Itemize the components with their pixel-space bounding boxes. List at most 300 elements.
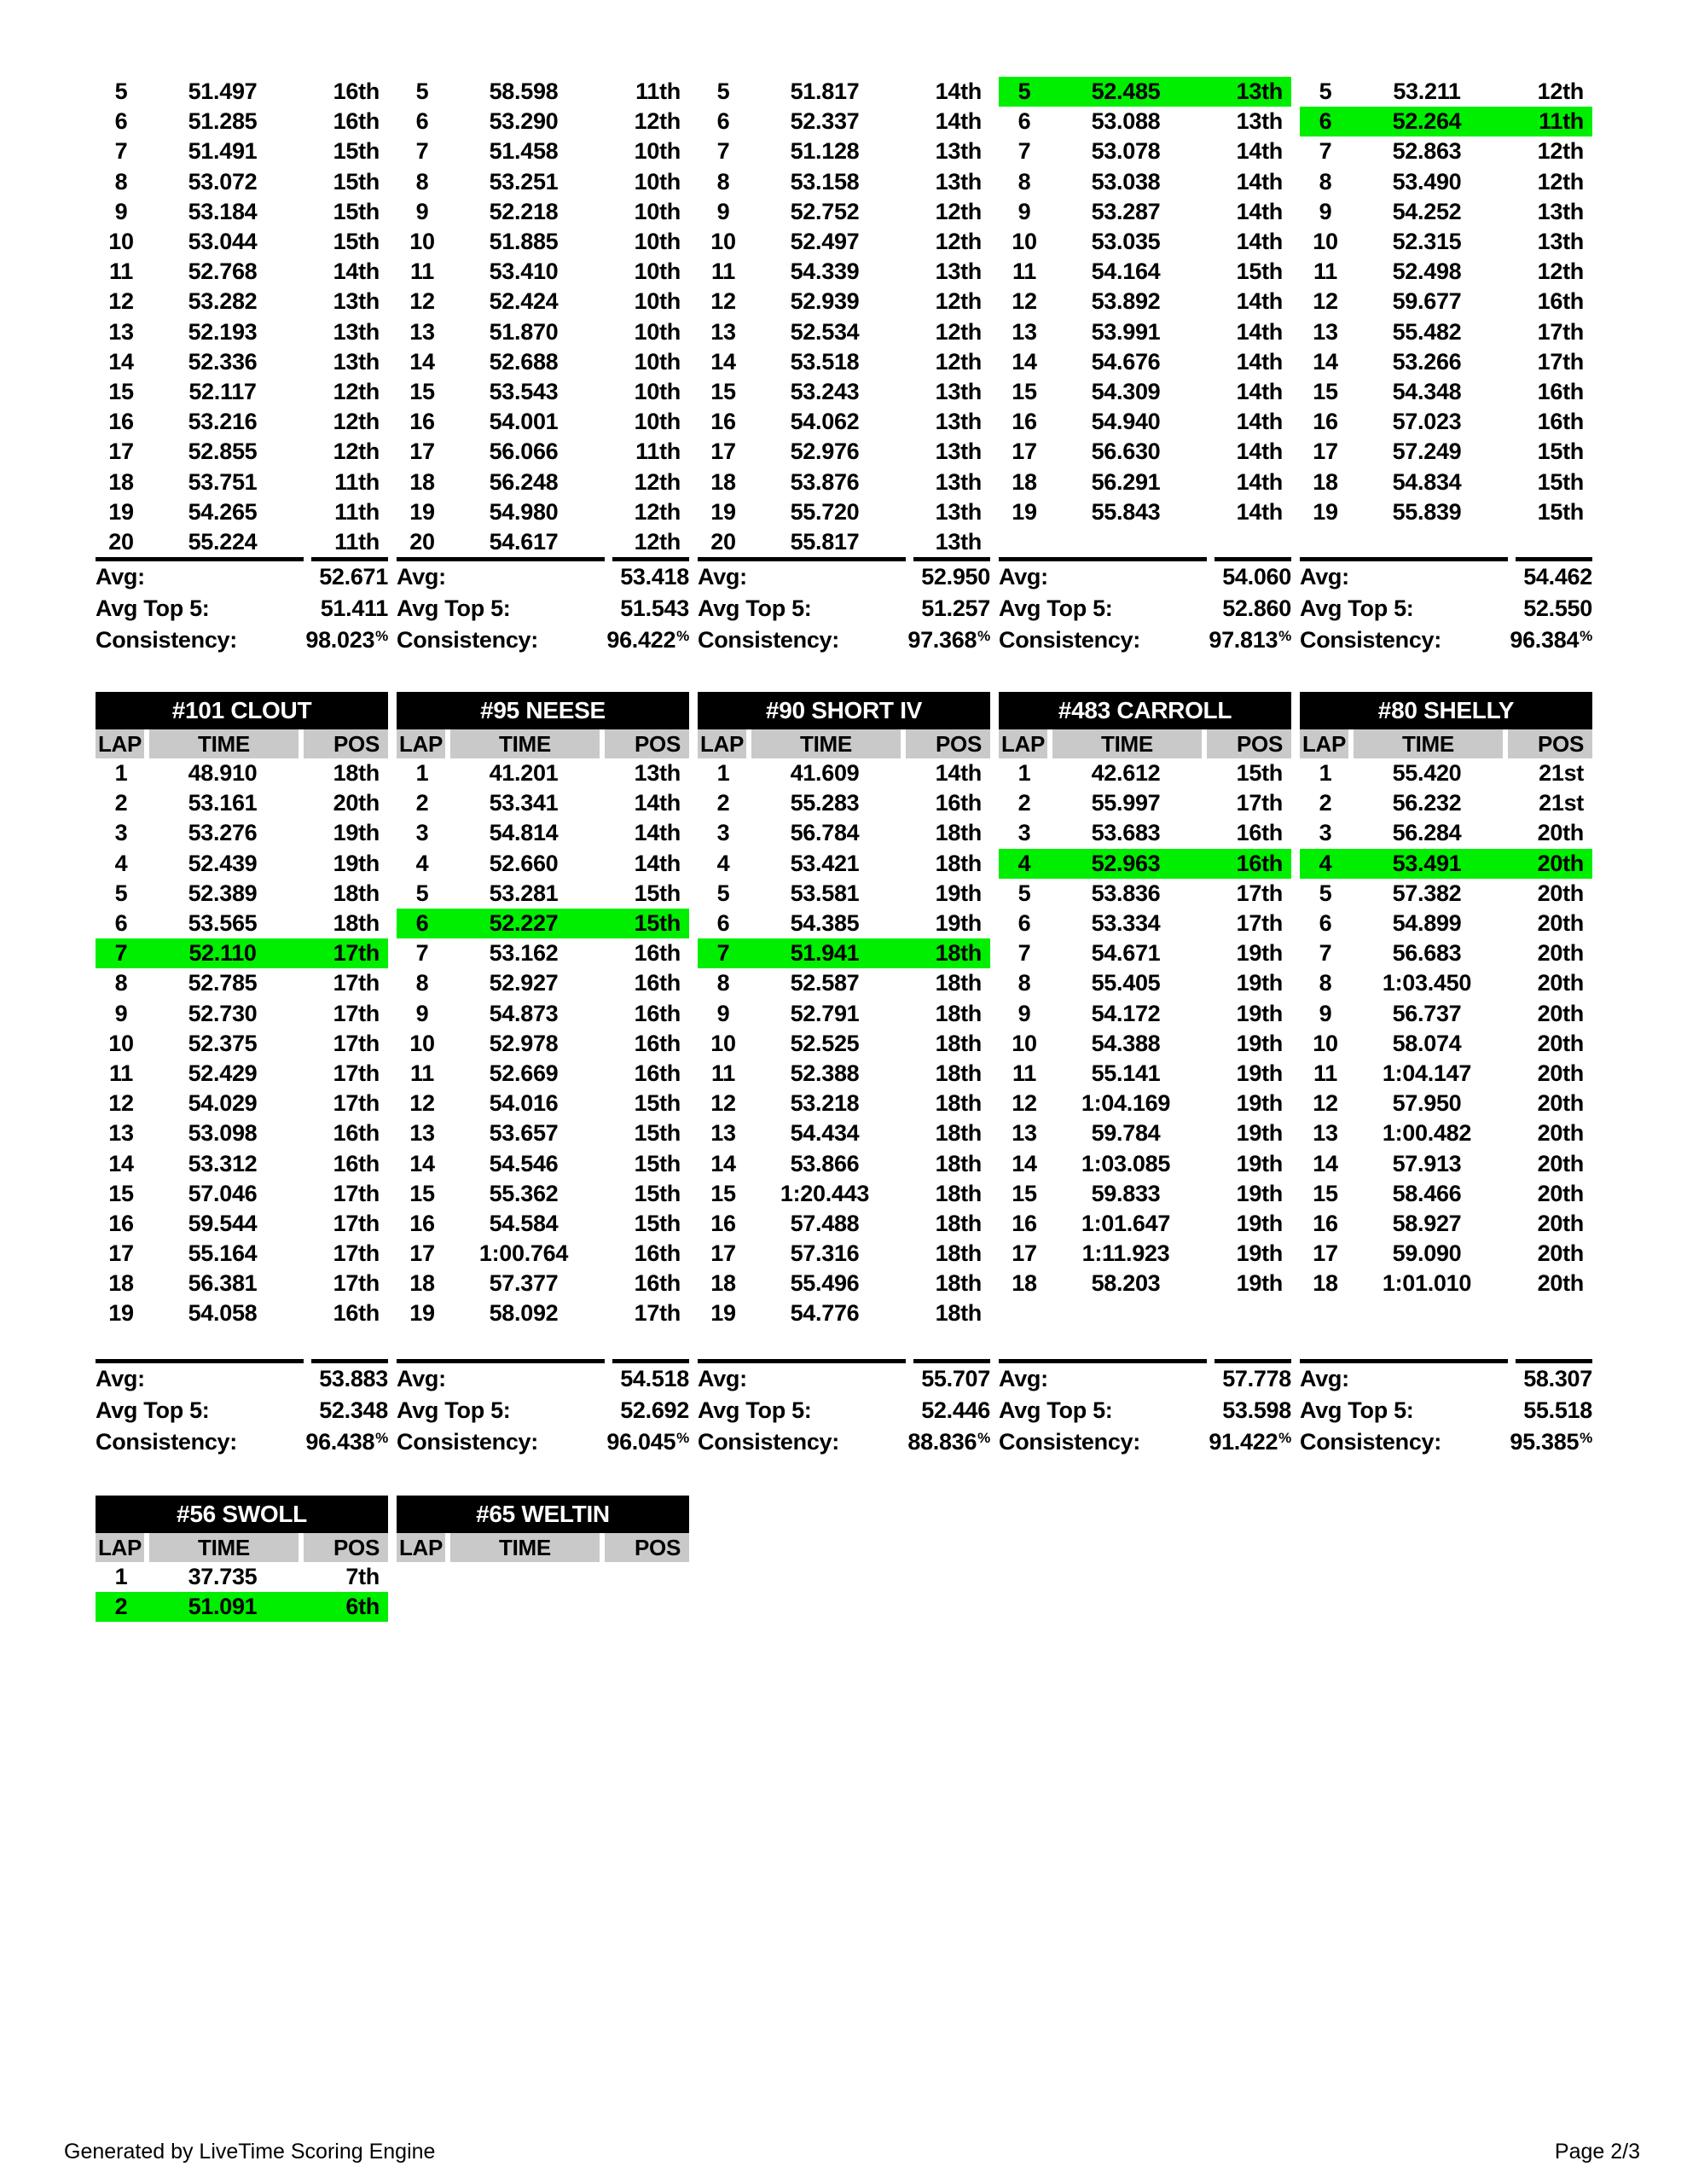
pos-cell: 18th bbox=[935, 1300, 982, 1327]
pos-cell: 16th bbox=[634, 1030, 681, 1056]
pos-cell: 12th bbox=[1537, 78, 1584, 105]
lap-cell: 16 bbox=[108, 1210, 134, 1236]
lap-cell: 11 bbox=[109, 258, 133, 285]
lap-column-header: LAP bbox=[397, 729, 445, 758]
table-title: #95 NEESE bbox=[397, 692, 689, 729]
avg-top5-row bbox=[999, 593, 1291, 624]
time-cell: 54.388 bbox=[1091, 1030, 1161, 1056]
lap-cell: 4 bbox=[1319, 850, 1332, 876]
percent-sign: % bbox=[1580, 628, 1592, 644]
lap-row bbox=[1300, 968, 1592, 998]
pos-cell: 13th bbox=[935, 258, 982, 285]
avg-top5-value: 51.411 bbox=[320, 595, 388, 621]
lap-cell: 5 bbox=[1319, 78, 1332, 105]
pos-cell: 13th bbox=[1537, 198, 1584, 224]
lap-row bbox=[999, 818, 1291, 848]
lap-cell: 9 bbox=[1319, 1000, 1332, 1026]
lap-cell: 13 bbox=[1012, 318, 1037, 345]
lap-cell: 17 bbox=[1012, 439, 1037, 465]
lap-row bbox=[397, 788, 689, 818]
lap-row bbox=[96, 1298, 388, 1328]
lap-row bbox=[698, 527, 990, 557]
pos-column-header: POS bbox=[1207, 729, 1291, 758]
time-cell: 1:11.923 bbox=[1081, 1240, 1170, 1267]
lap-row bbox=[96, 788, 388, 818]
lap-row bbox=[1300, 347, 1592, 377]
lap-row bbox=[999, 77, 1291, 107]
driver-table-65-weltin bbox=[397, 1496, 689, 1622]
pos-column-header: POS bbox=[906, 729, 990, 758]
pos-cell: 10th bbox=[634, 409, 681, 435]
avg-value: 54.518 bbox=[620, 1366, 689, 1391]
avg-row bbox=[999, 561, 1291, 593]
avg-top5-value: 52.348 bbox=[319, 1397, 388, 1423]
time-cell: 52.863 bbox=[1392, 138, 1462, 165]
summary-divider bbox=[96, 557, 388, 561]
avg-top5-row bbox=[96, 593, 388, 624]
pos-cell: 12th bbox=[935, 198, 982, 224]
lap-row bbox=[96, 407, 388, 437]
time-cell: 53.683 bbox=[1091, 820, 1161, 846]
lap-row bbox=[698, 77, 990, 107]
pos-cell: 12th bbox=[333, 378, 380, 404]
pos-cell: 18th bbox=[935, 1000, 982, 1026]
avg-row bbox=[397, 561, 689, 593]
pos-cell: 17th bbox=[333, 1090, 380, 1117]
pos-cell: 12th bbox=[935, 348, 982, 375]
lap-cell: 1 bbox=[1319, 760, 1332, 787]
time-cell: 52.525 bbox=[790, 1030, 860, 1056]
pos-cell: 14th bbox=[935, 108, 982, 135]
lap-row bbox=[698, 758, 990, 788]
time-cell: 51.817 bbox=[790, 78, 860, 105]
time-cell: 52.315 bbox=[1392, 229, 1462, 255]
pos-column-header: POS bbox=[605, 729, 689, 758]
pos-cell: 16th bbox=[634, 1270, 681, 1297]
time-cell: 59.544 bbox=[188, 1210, 258, 1236]
lap-row bbox=[999, 287, 1291, 317]
lap-row bbox=[96, 1029, 388, 1059]
lap-row bbox=[698, 938, 990, 968]
pos-cell: 13th bbox=[333, 318, 380, 345]
lap-row bbox=[999, 136, 1291, 166]
pos-cell: 19th bbox=[1236, 1030, 1283, 1056]
page-number: Page 2/3 bbox=[1554, 2140, 1640, 2164]
lap-row bbox=[999, 758, 1291, 788]
avg-value: 57.778 bbox=[1222, 1366, 1291, 1391]
time-cell: 57.046 bbox=[188, 1180, 258, 1206]
avg-value: 53.883 bbox=[319, 1366, 388, 1391]
lap-row bbox=[96, 909, 388, 938]
lap-cell: 7 bbox=[114, 138, 128, 165]
pos-cell: 14th bbox=[634, 790, 681, 816]
lap-row bbox=[397, 909, 689, 938]
avg-top5-value: 52.446 bbox=[921, 1397, 990, 1423]
lap-cell: 8 bbox=[114, 168, 128, 195]
pos-cell: 12th bbox=[634, 108, 681, 135]
time-cell: 54.339 bbox=[790, 258, 860, 285]
lap-row bbox=[96, 257, 388, 287]
pos-cell: 19th bbox=[333, 820, 380, 846]
lap-cell: 6 bbox=[415, 108, 429, 135]
lap-row bbox=[1300, 497, 1592, 527]
lap-row bbox=[1300, 107, 1592, 136]
lap-cell: 8 bbox=[415, 168, 429, 195]
time-cell: 52.389 bbox=[188, 880, 258, 906]
time-cell: 52.660 bbox=[489, 850, 559, 876]
time-cell: 48.910 bbox=[188, 760, 258, 787]
lap-row bbox=[698, 1269, 990, 1298]
time-cell: 54.265 bbox=[188, 498, 258, 525]
lap-cell: 5 bbox=[114, 78, 128, 105]
avg-label: Avg: bbox=[1300, 1366, 1349, 1391]
pos-cell: 12th bbox=[1537, 138, 1584, 165]
top-lap-table-4 bbox=[999, 77, 1291, 656]
lap-row bbox=[96, 1089, 388, 1118]
lap-cell: 7 bbox=[716, 138, 730, 165]
time-cell: 52.855 bbox=[188, 439, 258, 465]
time-cell: 53.282 bbox=[188, 288, 258, 315]
lap-row bbox=[96, 136, 388, 166]
avg-top5-row bbox=[1300, 593, 1592, 624]
lap-cell: 9 bbox=[716, 1000, 730, 1026]
lap-cell: 17 bbox=[108, 1240, 134, 1267]
lap-row bbox=[1300, 788, 1592, 818]
lap-row bbox=[698, 1239, 990, 1269]
pos-cell: 11th bbox=[1539, 108, 1584, 135]
time-cell: 52.264 bbox=[1392, 108, 1462, 135]
avg-top5-row bbox=[1300, 1395, 1592, 1426]
pos-cell: 18th bbox=[333, 760, 380, 787]
lap-cell: 17 bbox=[1313, 1240, 1338, 1267]
avg-top5-value: 52.692 bbox=[620, 1397, 689, 1423]
lap-row bbox=[397, 377, 689, 407]
lap-row bbox=[397, 437, 689, 467]
pos-cell: 14th bbox=[935, 760, 982, 787]
avg-value: 54.060 bbox=[1222, 564, 1291, 590]
lap-cell: 7 bbox=[415, 138, 429, 165]
pos-cell: 15th bbox=[634, 910, 681, 937]
lap-cell: 8 bbox=[1017, 970, 1031, 996]
lap-rows bbox=[698, 77, 990, 557]
percent-sign: % bbox=[375, 1430, 388, 1446]
avg-top5-label: Avg Top 5: bbox=[698, 1397, 812, 1423]
pos-cell: 17th bbox=[1537, 348, 1584, 375]
pos-cell: 14th bbox=[1236, 348, 1283, 375]
lap-row bbox=[397, 107, 689, 136]
lap-row bbox=[999, 938, 1291, 968]
consistency-label: Consistency: bbox=[698, 627, 839, 653]
pos-cell: 20th bbox=[1537, 880, 1584, 906]
lap-rows bbox=[1300, 77, 1592, 557]
lap-cell: 14 bbox=[409, 348, 435, 375]
pos-cell: 16th bbox=[1537, 409, 1584, 435]
avg-top5-row bbox=[698, 1395, 990, 1426]
lap-row bbox=[1300, 407, 1592, 437]
avg-row bbox=[397, 1363, 689, 1395]
time-cell: 58.092 bbox=[489, 1300, 559, 1327]
pos-cell: 10th bbox=[634, 288, 681, 315]
avg-label: Avg: bbox=[1300, 564, 1349, 590]
summary-divider bbox=[1300, 1359, 1592, 1363]
pos-cell: 13th bbox=[935, 378, 982, 404]
lap-cell: 16 bbox=[1313, 409, 1338, 435]
time-cell: 53.044 bbox=[188, 229, 258, 255]
lap-row bbox=[397, 1118, 689, 1148]
lap-cell: 5 bbox=[114, 880, 128, 906]
lap-cell: 18 bbox=[1012, 468, 1037, 495]
consistency-number: 97.368 bbox=[907, 627, 977, 653]
time-cell: 52.752 bbox=[790, 198, 860, 224]
lap-cell: 13 bbox=[108, 318, 134, 345]
lap-row bbox=[96, 758, 388, 788]
consistency-label: Consistency: bbox=[397, 1429, 538, 1455]
lap-cell: 19 bbox=[1012, 498, 1037, 525]
pos-cell: 15th bbox=[333, 198, 380, 224]
pos-cell: 20th bbox=[1537, 820, 1584, 846]
time-cell: 53.991 bbox=[1091, 318, 1161, 345]
time-cell: 52.388 bbox=[790, 1060, 860, 1086]
lap-row bbox=[1300, 1239, 1592, 1269]
pos-cell: 16th bbox=[634, 970, 681, 996]
consistency-value bbox=[606, 1429, 689, 1455]
time-cell: 37.735 bbox=[188, 1564, 258, 1590]
lap-row bbox=[397, 497, 689, 527]
lap-cell: 11 bbox=[109, 1060, 133, 1086]
consistency-value bbox=[1209, 1429, 1291, 1455]
time-cell: 52.978 bbox=[489, 1030, 559, 1056]
time-cell: 54.001 bbox=[489, 409, 559, 435]
column-headers bbox=[96, 729, 388, 758]
lap-cell: 14 bbox=[710, 1150, 736, 1176]
top-lap-table-5 bbox=[1300, 77, 1592, 656]
time-cell: 57.377 bbox=[489, 1270, 559, 1297]
lap-row bbox=[698, 1059, 990, 1089]
time-cell: 53.657 bbox=[489, 1120, 559, 1147]
lap-cell: 12 bbox=[1313, 288, 1338, 315]
lap-row bbox=[397, 407, 689, 437]
consistency-row bbox=[397, 624, 689, 656]
lap-row bbox=[96, 938, 388, 968]
lap-cell: 12 bbox=[1313, 1090, 1338, 1117]
time-cell: 55.283 bbox=[790, 790, 860, 816]
pos-cell: 17th bbox=[1236, 880, 1283, 906]
lap-cell: 6 bbox=[1319, 108, 1332, 135]
lap-cell: 12 bbox=[409, 1090, 435, 1117]
time-cell: 1:03.450 bbox=[1382, 970, 1472, 996]
pos-cell: 14th bbox=[1236, 378, 1283, 404]
time-cell: 53.038 bbox=[1091, 168, 1161, 195]
avg-top5-value: 52.860 bbox=[1222, 595, 1291, 621]
pos-cell: 17th bbox=[333, 940, 380, 967]
lap-row bbox=[999, 437, 1291, 467]
lap-row bbox=[96, 968, 388, 998]
pos-cell: 10th bbox=[634, 258, 681, 285]
pos-cell: 16th bbox=[634, 1060, 681, 1086]
column-headers bbox=[999, 729, 1291, 758]
lap-row bbox=[397, 136, 689, 166]
avg-label: Avg: bbox=[397, 1366, 446, 1391]
consistency-value bbox=[305, 1429, 388, 1455]
lap-row bbox=[999, 1179, 1291, 1209]
time-cell: 55.362 bbox=[489, 1180, 559, 1206]
lap-cell: 10 bbox=[710, 1030, 736, 1056]
lap-cell: 15 bbox=[409, 378, 435, 404]
time-cell: 53.098 bbox=[188, 1120, 258, 1147]
consistency-value bbox=[606, 627, 689, 653]
pos-cell: 16th bbox=[634, 1000, 681, 1026]
time-cell: 52.768 bbox=[188, 258, 258, 285]
consistency-label: Consistency: bbox=[999, 1429, 1140, 1455]
lap-cell: 10 bbox=[1012, 1030, 1037, 1056]
lap-cell: 11 bbox=[711, 258, 735, 285]
lap-cell: 12 bbox=[710, 288, 736, 315]
lap-cell: 7 bbox=[1017, 138, 1031, 165]
time-cell: 56.630 bbox=[1091, 439, 1161, 465]
time-column-header: TIME bbox=[149, 1533, 299, 1562]
lap-cell: 5 bbox=[716, 880, 730, 906]
lap-cell: 11 bbox=[410, 258, 434, 285]
time-cell: 54.617 bbox=[489, 528, 559, 555]
lap-cell: 4 bbox=[716, 850, 730, 876]
time-cell: 53.751 bbox=[188, 468, 258, 495]
time-cell: 52.117 bbox=[188, 378, 257, 404]
lap-rows bbox=[1300, 758, 1592, 1329]
avg-value: 52.671 bbox=[319, 564, 388, 590]
pos-cell: 14th bbox=[1236, 288, 1283, 315]
time-cell: 52.336 bbox=[188, 348, 258, 375]
time-cell: 57.382 bbox=[1392, 880, 1462, 906]
pos-cell: 10th bbox=[634, 198, 681, 224]
lap-cell: 7 bbox=[415, 940, 429, 967]
pos-cell: 16th bbox=[634, 940, 681, 967]
time-column-header: TIME bbox=[450, 729, 600, 758]
time-cell: 53.158 bbox=[790, 168, 860, 195]
time-cell: 53.334 bbox=[1091, 910, 1161, 937]
driver-table-80-shelly bbox=[1300, 692, 1592, 1458]
time-cell: 53.078 bbox=[1091, 138, 1161, 165]
pos-cell: 15th bbox=[634, 880, 681, 906]
time-cell: 52.688 bbox=[489, 348, 559, 375]
lap-cell: 10 bbox=[409, 229, 435, 255]
lap-row bbox=[397, 257, 689, 287]
lap-column-header: LAP bbox=[96, 729, 144, 758]
time-cell: 51.497 bbox=[188, 78, 258, 105]
consistency-label: Consistency: bbox=[1300, 627, 1441, 653]
lap-row bbox=[96, 227, 388, 257]
avg-value: 52.950 bbox=[921, 564, 990, 590]
driver-table-483-carroll bbox=[999, 692, 1291, 1458]
pos-cell: 17th bbox=[333, 1240, 380, 1267]
lap-row bbox=[397, 1148, 689, 1178]
time-cell: 53.836 bbox=[1091, 880, 1161, 906]
summary-divider bbox=[397, 557, 689, 561]
consistency-row bbox=[1300, 624, 1592, 656]
lap-cell: 10 bbox=[710, 229, 736, 255]
pos-cell: 14th bbox=[1236, 138, 1283, 165]
lap-row bbox=[397, 968, 689, 998]
lap-cell: 14 bbox=[108, 348, 134, 375]
lap-cell: 6 bbox=[1017, 108, 1031, 135]
time-cell: 56.284 bbox=[1392, 820, 1462, 846]
lap-row bbox=[999, 407, 1291, 437]
time-cell: 52.669 bbox=[489, 1060, 559, 1086]
consistency-label: Consistency: bbox=[999, 627, 1140, 653]
avg-label: Avg: bbox=[96, 1366, 145, 1391]
avg-label: Avg: bbox=[698, 564, 747, 590]
lap-row bbox=[999, 497, 1291, 527]
pos-cell: 20th bbox=[1537, 970, 1584, 996]
pos-cell: 18th bbox=[935, 820, 982, 846]
time-cell: 52.498 bbox=[1392, 258, 1462, 285]
lap-row bbox=[96, 1209, 388, 1239]
avg-top5-label: Avg Top 5: bbox=[698, 595, 812, 621]
lap-rows bbox=[999, 758, 1291, 1329]
time-cell: 52.927 bbox=[489, 970, 559, 996]
lap-column-header: LAP bbox=[999, 729, 1047, 758]
lap-row bbox=[698, 1118, 990, 1148]
lap-row bbox=[397, 849, 689, 879]
avg-row bbox=[1300, 1363, 1592, 1395]
time-cell: 54.252 bbox=[1392, 198, 1462, 224]
lap-cell: 11 bbox=[1012, 258, 1036, 285]
pos-cell: 14th bbox=[1236, 168, 1283, 195]
lap-row bbox=[397, 347, 689, 377]
time-cell: 54.814 bbox=[489, 820, 559, 846]
lap-cell: 7 bbox=[1017, 940, 1031, 967]
lap-row bbox=[96, 849, 388, 879]
pos-cell: 19th bbox=[1236, 1150, 1283, 1176]
pos-cell: 19th bbox=[1236, 940, 1283, 967]
avg-label: Avg: bbox=[999, 1366, 1048, 1391]
lap-row bbox=[96, 467, 388, 497]
pos-cell: 18th bbox=[935, 1270, 982, 1297]
pos-cell: 11th bbox=[635, 439, 681, 465]
pos-cell: 13th bbox=[935, 468, 982, 495]
pos-cell: 19th bbox=[1236, 1060, 1283, 1086]
time-cell: 53.072 bbox=[188, 168, 258, 195]
lap-cell: 15 bbox=[108, 378, 134, 404]
time-cell: 53.211 bbox=[1393, 78, 1461, 105]
lap-row bbox=[698, 197, 990, 227]
pos-cell: 19th bbox=[1236, 1270, 1283, 1297]
lap-cell: 16 bbox=[409, 1210, 435, 1236]
lap-cell: 10 bbox=[409, 1030, 435, 1056]
time-cell: 56.784 bbox=[790, 820, 860, 846]
time-cell: 53.276 bbox=[188, 820, 258, 846]
pos-cell: 15th bbox=[1236, 258, 1283, 285]
lap-cell: 17 bbox=[108, 439, 134, 465]
lap-row bbox=[698, 879, 990, 909]
pos-cell: 17th bbox=[333, 1270, 380, 1297]
pos-cell: 16th bbox=[333, 1300, 380, 1327]
avg-top5-label: Avg Top 5: bbox=[96, 595, 210, 621]
pos-cell: 16th bbox=[935, 790, 982, 816]
pos-cell: 19th bbox=[1236, 970, 1283, 996]
lap-cell: 18 bbox=[710, 1270, 736, 1297]
pos-cell: 17th bbox=[333, 1030, 380, 1056]
pos-cell: 14th bbox=[1236, 198, 1283, 224]
lap-row bbox=[999, 257, 1291, 287]
lap-row bbox=[1300, 1118, 1592, 1148]
lap-cell: 18 bbox=[1012, 1270, 1037, 1297]
pos-cell: 20th bbox=[1537, 1210, 1584, 1236]
time-cell: 58.074 bbox=[1392, 1030, 1462, 1056]
time-cell: 52.218 bbox=[489, 198, 559, 224]
time-cell: 55.224 bbox=[188, 528, 258, 555]
lap-cell: 11 bbox=[410, 1060, 434, 1086]
time-cell: 51.941 bbox=[790, 940, 860, 967]
